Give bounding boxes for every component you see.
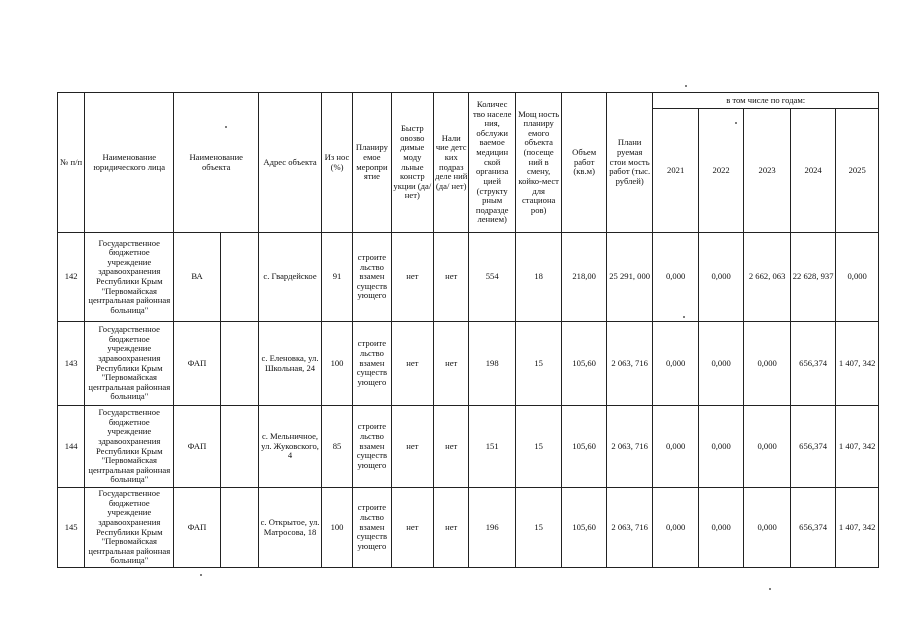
cell-legal-entity: Государственное бюджетное учреждение здравоохранения Республики Крым "Первомайская центральная районная больница" (85, 488, 174, 568)
cell-year-2022: 0,000 (698, 233, 743, 322)
cell-object-blank (220, 406, 258, 488)
cell-year-2021: 0,000 (653, 233, 698, 322)
cell-address: с. Открытое, ул. Матросова, 18 (259, 488, 322, 568)
cell-year-2023: 0,000 (744, 488, 791, 568)
header-planned-cost: Плани руемая стои мость работ (тыс. рублей) (606, 93, 653, 233)
cell-year-2024: 22 628, 937 (790, 233, 835, 322)
cell-planned-action: строите льство взамен существ ующего (353, 322, 391, 406)
scan-speck (769, 588, 771, 590)
cell-year-2025: 1 407, 342 (836, 322, 879, 406)
cell-prefab: нет (391, 233, 433, 322)
cell-prefab: нет (391, 488, 433, 568)
cell-object-name: ФАП (174, 322, 221, 406)
header-year: 2021 (653, 109, 698, 233)
header-wear: Из нос (%) (321, 93, 352, 233)
cell-planned-action: строите льство взамен существ ующего (353, 233, 391, 322)
cell-planned-cost: 2 063, 716 (606, 488, 653, 568)
cell-address: с. Гвардейское (259, 233, 322, 322)
cell-planned-cost: 2 063, 716 (606, 406, 653, 488)
cell-volume: 218,00 (562, 233, 606, 322)
cell-children-subdiv: нет (434, 322, 469, 406)
cell-num: 143 (58, 322, 85, 406)
cell-volume: 105,60 (562, 322, 606, 406)
header-children-subdiv: Нали чие детс ких подраз деле ний (да/ нет) (434, 93, 469, 233)
cell-year-2023: 0,000 (744, 406, 791, 488)
header-year: 2025 (836, 109, 879, 233)
cell-legal-entity: Государственное бюджетное учреждение здравоохранения Республики Крым "Первомайская центральная районная больница" (85, 322, 174, 406)
cell-children-subdiv: нет (434, 488, 469, 568)
cell-year-2024: 656,374 (790, 488, 835, 568)
cell-object-name: ФАП (174, 488, 221, 568)
header-volume: Объем работ (кв.м) (562, 93, 606, 233)
cell-wear: 100 (321, 488, 352, 568)
cell-object-name: ФАП (174, 406, 221, 488)
cell-year-2022: 0,000 (698, 406, 743, 488)
header-capacity: Мощ ность планиру емого объекта (посеще ний в смену, койко-мест для стациона ров) (515, 93, 562, 233)
cell-num: 144 (58, 406, 85, 488)
table-row (58, 233, 879, 322)
cell-population: 554 (469, 233, 516, 322)
header-address: Адрес объекта (259, 93, 322, 233)
cell-year-2022: 0,000 (698, 322, 743, 406)
cell-address: с. Еленовка, ул. Школьная, 24 (259, 322, 322, 406)
cell-object-blank (220, 322, 258, 406)
cell-capacity: 15 (515, 322, 562, 406)
scan-speck (683, 316, 685, 318)
cell-year-2021: 0,000 (653, 488, 698, 568)
cell-year-2023: 2 662, 063 (744, 233, 791, 322)
cell-population: 198 (469, 322, 516, 406)
construction-plan-table (57, 92, 879, 568)
cell-year-2025: 1 407, 342 (836, 488, 879, 568)
cell-year-2025: 0,000 (836, 233, 879, 322)
cell-population: 196 (469, 488, 516, 568)
cell-year-2025: 1 407, 342 (836, 406, 879, 488)
cell-object-name: ВА (174, 233, 221, 322)
cell-prefab: нет (391, 406, 433, 488)
header-row-1 (58, 93, 879, 109)
header-year: 2023 (744, 109, 791, 233)
cell-legal-entity: Государственное бюджетное учреждение здравоохранения Республики Крым "Первомайская центральная районная больница" (85, 233, 174, 322)
table-row (58, 488, 879, 568)
cell-address: с. Мельничное, ул. Жуковского, 4 (259, 406, 322, 488)
cell-wear: 91 (321, 233, 352, 322)
cell-capacity: 15 (515, 406, 562, 488)
scan-speck (735, 122, 737, 124)
cell-children-subdiv: нет (434, 233, 469, 322)
cell-planned-action: строите льство взамен существ ующего (353, 488, 391, 568)
cell-capacity: 18 (515, 233, 562, 322)
scan-speck (685, 85, 687, 87)
cell-year-2023: 0,000 (744, 322, 791, 406)
cell-capacity: 15 (515, 488, 562, 568)
cell-wear: 100 (321, 322, 352, 406)
header-planned-action: Планиру емое меропри ятие (353, 93, 391, 233)
cell-volume: 105,60 (562, 406, 606, 488)
table-row (58, 406, 879, 488)
header-legal-entity: Наименование юридического лица (85, 93, 174, 233)
cell-object-blank (220, 488, 258, 568)
cell-population: 151 (469, 406, 516, 488)
cell-num: 145 (58, 488, 85, 568)
header-population: Количес тво населе ния, обслужи ваемое медицин ской организа цией (структу рным подразде лением) (469, 93, 516, 233)
cell-volume: 105,60 (562, 488, 606, 568)
header-year: 2022 (698, 109, 743, 233)
cell-planned-cost: 2 063, 716 (606, 322, 653, 406)
cell-year-2021: 0,000 (653, 322, 698, 406)
cell-object-blank (220, 233, 258, 322)
header-num: № п/п (58, 93, 85, 233)
cell-year-2024: 656,374 (790, 322, 835, 406)
cell-children-subdiv: нет (434, 406, 469, 488)
scan-speck (225, 126, 227, 128)
table-row (58, 322, 879, 406)
cell-prefab: нет (391, 322, 433, 406)
header-by-years: в том числе по годам: (653, 93, 879, 109)
cell-planned-action: строите льство взамен существ ующего (353, 406, 391, 488)
header-object-name: Наименование объекта (174, 93, 259, 233)
cell-year-2024: 656,374 (790, 406, 835, 488)
cell-legal-entity: Государственное бюджетное учреждение здравоохранения Республики Крым "Первомайская центральная районная больница" (85, 406, 174, 488)
cell-num: 142 (58, 233, 85, 322)
header-year: 2024 (790, 109, 835, 233)
scan-speck (200, 574, 202, 576)
header-prefab: Быстр овозво димые моду льные констр укции (да/ нет) (391, 93, 433, 233)
cell-year-2022: 0,000 (698, 488, 743, 568)
cell-wear: 85 (321, 406, 352, 488)
cell-year-2021: 0,000 (653, 406, 698, 488)
cell-planned-cost: 25 291, 000 (606, 233, 653, 322)
